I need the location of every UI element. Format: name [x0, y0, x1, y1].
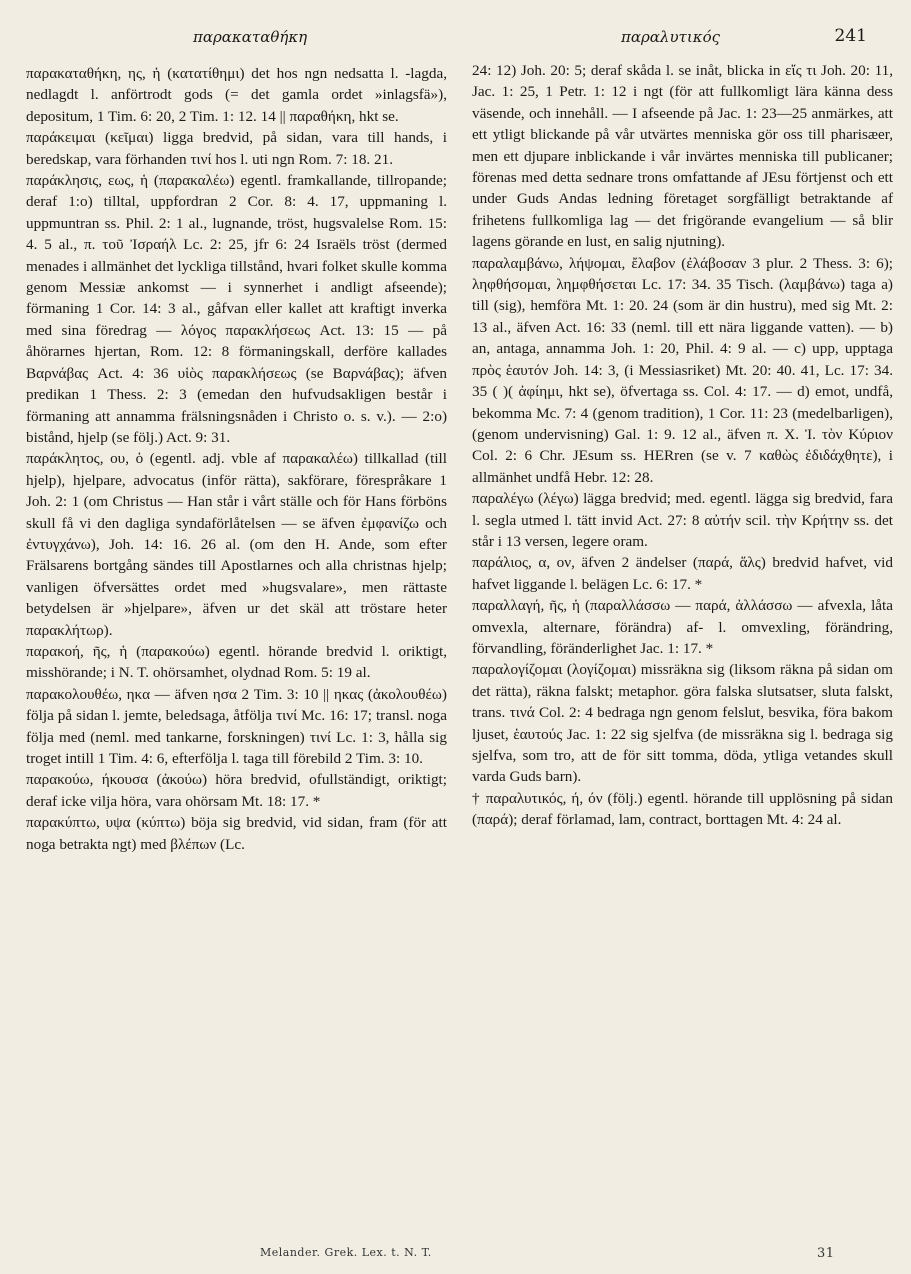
running-head-left: παρακαταθήκη [193, 28, 308, 46]
entry-paralios: παράλιος, α, ον, äfven 2 ändelser (παρά, ἅλς) bredvid hafvet, vid hafvet liggande l. belägen Lc. 6: 17. * [472, 554, 893, 593]
entry-parakypto-cont: 24: 12) Joh. 20: 5; deraf skåda l. se inåt, blicka in εἴς τι Joh. 20: 11, Jac. 1: 25, 1 Petr. 1: 12 i ngt (för att fullkomligt lära känna dess väsende, och innehåll. — I afseende på Jac. 1: 23—25 anmärkes, att ett ytligt blickande på vår utvärtes menniska gör oss till pharisæer, men ett djupare inblickande i vår invärtes menniska till publicaner; förenas med detta sednare trons omfattande af JEsu förtjenst och ett under Guds Andas ledning företaget sorgfälligt betraktande af frihetens fullkomliga lag — det frigörande evangelium — så blir lagens görande en lust, en salig njutning). [472, 62, 893, 251]
entry-paralogizomai: παραλογίζομαι (λογίζομαι) missräkna sig (liksom räkna på sidan om det rätta), räkna falskt; metaphor. göra falska slutsatser, sluta falskt, trans. τινά Col. 2: 4 bedraga ngn genom felslut, besvika, föra bakom ljuset, ἑαυτούς Jac. 1: 22 sig sjelfva (de missräkna sig l. bedraga sig sjelfva, som tro, att de för sitt tomma, döda, ytliga vetandes skull varda Guds barn). [472, 661, 893, 786]
running-head-right: παραλυτικός [621, 28, 721, 46]
entry-parakoloutheo: παρακολουθέω, ηκα — äfven ησα 2 Tim. 3: 10 || ηκας (ἀκολουθέω) följa på sidan l. jemte, beledsaga, åtfölja τινί Mc. 16: 17; transl. noga följa med (neml. med tankarne, forskningen) τινί Lc. 1: 3, hålla sig troget intill 1 Tim. 4: 6, efterfölja l. taga till förebild 2 Tim. 3: 10. [26, 685, 447, 767]
entry-paraklesis: παράκλησις, εως, ἡ (παρακαλέω) egentl. framkallande, tillropande; deraf 1:o) tilltal, uppfordran 2 Cor. 8: 4. 17, uppmaning l. uppmuntran ss. Phil. 2: 1 al., lugnande, tröst, hugsvalelse Rom. 15: 4. 5 al., π. τοῦ Ἰσραήλ Lc. 2: 25, jfr 6: 24 Israëls tröst (dermed menades i allmänhet det lyckliga tillstånd, hvari folket skulle komma genom Messiæ ankomst — i synnerhet i andligt afseende); förmaning 1 Cor. 14: 3 al., gåfvan eller kallet att kraftigt inverka med sina föredrag — λόγος παρακλήσεως Act. 13: 15 — på åhörarnes hjertan, Rom. 12: 8 förmaningskall, derföre kallades Βαρνάβας Act. 4: 36 υἱὸς παρακλήσεως (se Βαρνάβας); äfven predikan 1 Thess. 2: 3 (emedan den hufvudsakligen består i förmaning att annamma frälsningsnåden i Christo o. s. v.). — 2:o) bistånd, hjelp (se följ.) Act. 9: 31. [26, 172, 447, 446]
entry-parakouo: παρακούω, ήκουσα (ἀκούω) höra bredvid, ofullständigt, oriktigt; deraf icke vilja höra, vara ohörsam Mt. 18: 17. * [26, 771, 447, 810]
entry-parakypto: παρακύπτω, υψα (κύπτω) böja sig bredvid, vid sidan, fram (för att noga betrakta ngt) med βλέπων (Lc. [26, 814, 447, 853]
entry-parakoe: παρακοή, ῆς, ἡ (παρακούω) egentl. hörande bredvid l. oriktigt, misshörande; i N. T. ohörsamhet, olydnad Rom. 5: 19 al. [26, 642, 447, 682]
entry-parakletos: παράκλητος, ου, ὁ (egentl. adj. vble af παρακαλέω) tillkallad (till hjelp), hjelpare, advocatus (inför rätta), sakförare, förespråkare 1 Joh. 2: 1 (om Christus — Han står i vårt ställe och för Hans förböns skull få vi den dagliga syndaförlåtelsen — se äfven ἐμφανίζω och ἐντυγχάνω), Joh. 14: 16. 26 al. (om den H. Ande, som efter Frälsarens bortgång sändes till Apostlarnes och alla christnas hjelp; vanligen öfversättes ordet med »hugsvalare», men rättaste betydelsen är »hjelpare», äfven ur det skäl att tröstare heter παρακλήτωρ). [26, 450, 447, 639]
signature-mark: 31 [817, 1246, 835, 1261]
right-column [472, 60, 893, 831]
entry-paralytikos: † παραλυτικός, ή, όν (följ.) egentl. hörande till upplösning på sidan (παρά); deraf förlamad, lam, contract, borttagen Mt. 4: 24 al. [472, 789, 893, 829]
footer-imprint: Melander. Grek. Lex. t. N. T. [260, 1246, 432, 1259]
entry-parallage: παραλλαγή, ῆς, ἡ (παραλλάσσω — παρά, ἀλλάσσω — afvexla, låta omvexla, alternare, förändra) af- l. omvexling, förändring, förvandling, föränderlighet Jac. 1: 17. * [472, 597, 893, 657]
page-number: 241 [834, 26, 867, 46]
entry-parakatatheke: παρακαταθήκη, ης, ἡ (κατατίθημι) det hos ngn nedsatta l. -lagda, nedlagdt l. anförtrodt gods (= det gamla ordet »inlagsfä»), depositum, 1 Tim. 6: 20, 2 Tim. 1: 12. 14 || παραθήκη, hkt se. [26, 65, 447, 125]
entry-paralambano: παραλαμβάνω, λήψομαι, ἔλαβον (ἐλάβοσαν 3 plur. 2 Thess. 3: 6); ληφθήσομαι, λημφθήσεται Lc. 17: 34. 35 Tisch. (λαμβάνω) taga a) till (sig), hemföra Mt. 1: 20. 24 (som är din hustru), med sig Mt. 2: 13 al., äfven Act. 16: 33 (neml. till ett nära liggande vatten). — b) an, antaga, annamma Joh. 1: 20, Phil. 4: 9 al. — c) upp, upptaga πρὸς ἑαυτόν Joh. 14: 3, (i Messiasriket) Mt. 20: 40. 41, Lc. 17: 34. 35 ( )( ἀφίημι, hkt se), öfvertaga ss. Col. 4: 17. — d) emot, undfå, bekomma Mc. 7: 4 (genom tradition), 1 Cor. 11: 23 (medelbarligen), (genom undervisning) Gal. 1: 9. 12 al., äfven π. X. Ἰ. τὸν Κύριον Col. 2: 6 Chr. JEsum ss. HERren (se v. 7 καθὼς ἐδιδάχθητε), i allmänhet undfå Hebr. 12: 28. [472, 254, 893, 486]
entry-paralego: παραλέγω (λέγω) lägga bredvid; med. egentl. lägga sig bredvid, fara l. segla utmed l. tätt invid Act. 27: 8 αὐτήν scil. τὴν Κρήτην ss. det står i 13 versen, legere oram. [472, 490, 893, 550]
entry-parakeimai: παράκειμαι (κεῖμαι) ligga bredvid, på sidan, vara till hands, i beredskap, vara förhanden τινί hos l. uti ngn Rom. 7: 18. 21. [26, 129, 447, 168]
left-column [26, 63, 447, 855]
